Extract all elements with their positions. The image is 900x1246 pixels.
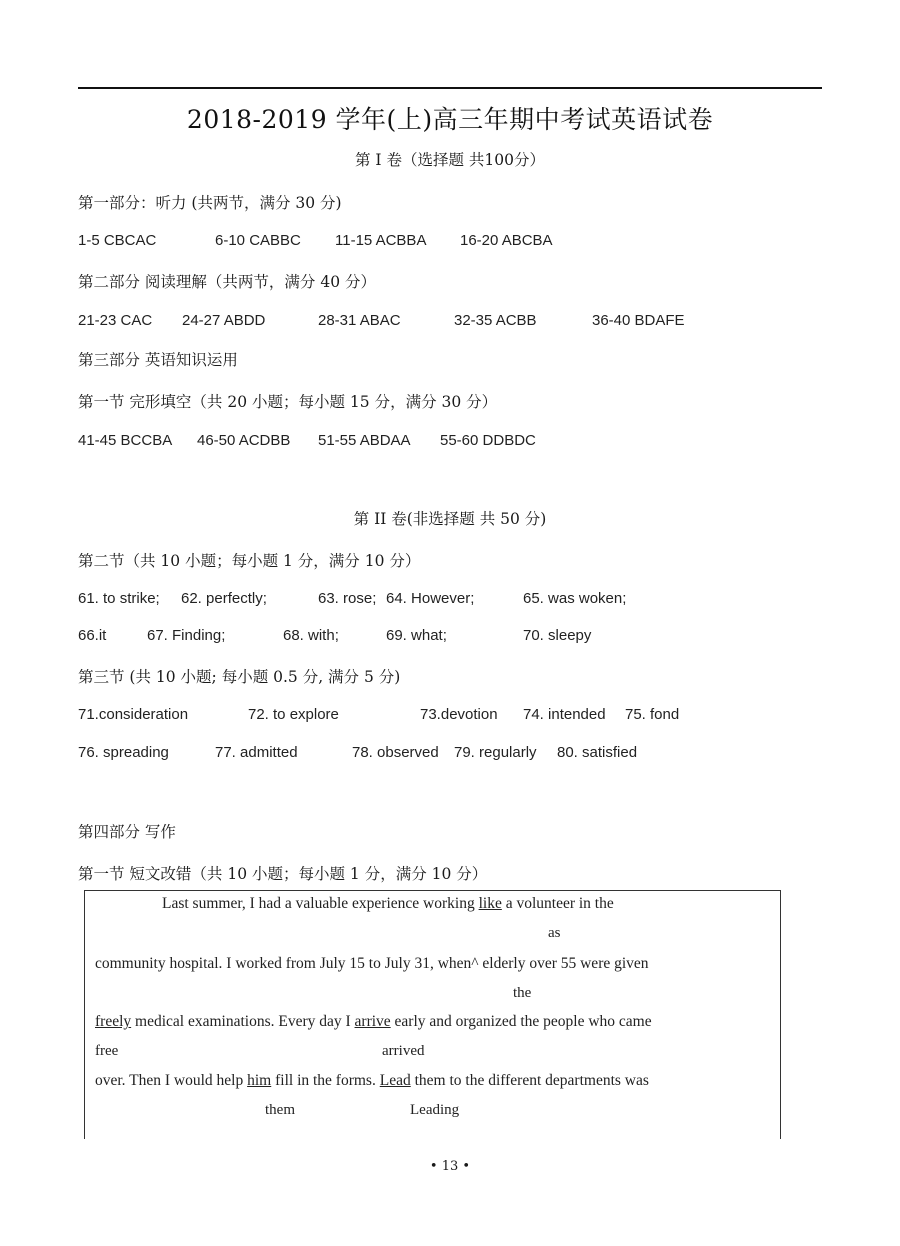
essay-line <box>95 1072 649 1090</box>
part3-sec1-heading: 第一节 完形填空（共 20 小题；每小题 15 分，满分 30 分） <box>78 393 498 411</box>
sec3-answer: 72. to explore <box>248 706 339 723</box>
error-word: arrive <box>354 1013 391 1030</box>
part3-sec1-answer: 46-50 ACDBB <box>197 432 291 449</box>
part3-sec1-answer: 41-45 BCCBA <box>78 432 173 449</box>
sec2-answer: 66.it <box>78 627 107 644</box>
sec2-answer: 64. However; <box>386 590 475 607</box>
sec3-answer: 77. admitted <box>215 744 298 761</box>
sec2-answer: 69. what; <box>386 627 447 644</box>
page-title: 2018-2019 学年(上)高三年期中考试英语试卷 <box>186 105 714 134</box>
sec2-answer: 68. with; <box>283 627 339 644</box>
sec2-answer: 61. to strike; <box>78 590 160 607</box>
essay-text: medical examinations. Every day I <box>131 1013 355 1030</box>
vol2-heading: 第 II 卷(非选择题 共 50 分) <box>353 510 547 528</box>
sec2-answer: 70. sleepy <box>523 627 592 644</box>
sec3-answer: 76. spreading <box>78 744 169 761</box>
part2-answer: 28-31 ABAC <box>318 312 401 329</box>
correction: the <box>513 985 532 1001</box>
essay-text: Last summer, I had a valuable experience working <box>162 895 479 912</box>
sec3-answer: 78. observed <box>352 744 439 761</box>
sec3-answer: 74. intended <box>523 706 606 723</box>
part2-heading: 第二部分 阅读理解（共两节，满分 40 分） <box>78 273 377 291</box>
sec2-answer: 65. was woken; <box>523 590 627 607</box>
essay-line <box>162 895 614 913</box>
sec3-answer: 79. regularly <box>454 744 537 761</box>
part3-sec1-answer: 55-60 DDBDC <box>440 432 536 449</box>
part1-answer: 16-20 ABCBA <box>460 232 553 249</box>
essay-line: community hospital. I worked from July 15 to July 31, when^ elderly over 55 were given <box>95 955 649 972</box>
error-word: Lead <box>379 1072 411 1089</box>
sec2-answer: 67. Finding; <box>147 627 226 644</box>
top-rule <box>78 87 822 89</box>
part3-sec3-heading: 第三节 (共 10 小题; 每小题 0.5 分, 满分 5 分) <box>78 668 401 686</box>
essay-text: a volunteer in the <box>501 895 614 912</box>
part1-answer: 6-10 CABBC <box>215 232 301 249</box>
error-word: him <box>247 1072 272 1089</box>
sec2-answer: 62. perfectly; <box>181 590 267 607</box>
sec3-answer: 80. satisfied <box>557 744 638 761</box>
part3-sec1-answer: 51-55 ABDAA <box>318 432 411 449</box>
sec3-answer: 71.consideration <box>78 706 189 723</box>
part3-heading: 第三部分 英语知识运用 <box>78 351 238 369</box>
essay-text: early and organized the people who came <box>390 1013 652 1030</box>
part1-answer: 11-15 ACBBA <box>335 232 427 249</box>
part4-sec1-heading: 第一节 短文改错（共 10 小题；每小题 1 分，满分 10 分） <box>78 865 488 883</box>
part2-answer: 32-35 ACBB <box>454 312 537 329</box>
part1-answer: 1-5 CBCAC <box>78 232 157 249</box>
sec3-answer: 75. fond <box>625 706 680 723</box>
correction: Leading <box>410 1102 460 1118</box>
correction: free <box>95 1043 119 1059</box>
part3-sec2-heading: 第二节（共 10 小题；每小题 1 分，满分 10 分） <box>78 552 421 570</box>
correction: arrived <box>382 1043 425 1059</box>
essay-text: them to the different departments was <box>410 1072 649 1089</box>
vol1-heading: 第 I 卷（选择题 共100分） <box>355 151 545 169</box>
part2-answer: 24-27 ABDD <box>182 312 266 329</box>
correction: as <box>548 925 561 941</box>
part2-answer: 21-23 CAC <box>78 312 153 329</box>
part4-heading: 第四部分 写作 <box>78 823 176 841</box>
essay-text: over. Then I would help <box>95 1072 248 1089</box>
part2-answer: 36-40 BDAFE <box>592 312 685 329</box>
error-word: freely <box>95 1013 132 1030</box>
error-word: like <box>478 895 502 912</box>
part1-heading: 第一部分：听力 (共两节，满分 30 分) <box>78 194 342 212</box>
essay-line <box>95 1013 652 1031</box>
correction: them <box>265 1102 295 1118</box>
sec2-answer: 63. rose; <box>318 590 377 607</box>
page-number: • 13 • <box>429 1159 471 1174</box>
sec3-answer: 73.devotion <box>420 706 498 723</box>
essay-text: fill in the forms. <box>271 1072 380 1089</box>
